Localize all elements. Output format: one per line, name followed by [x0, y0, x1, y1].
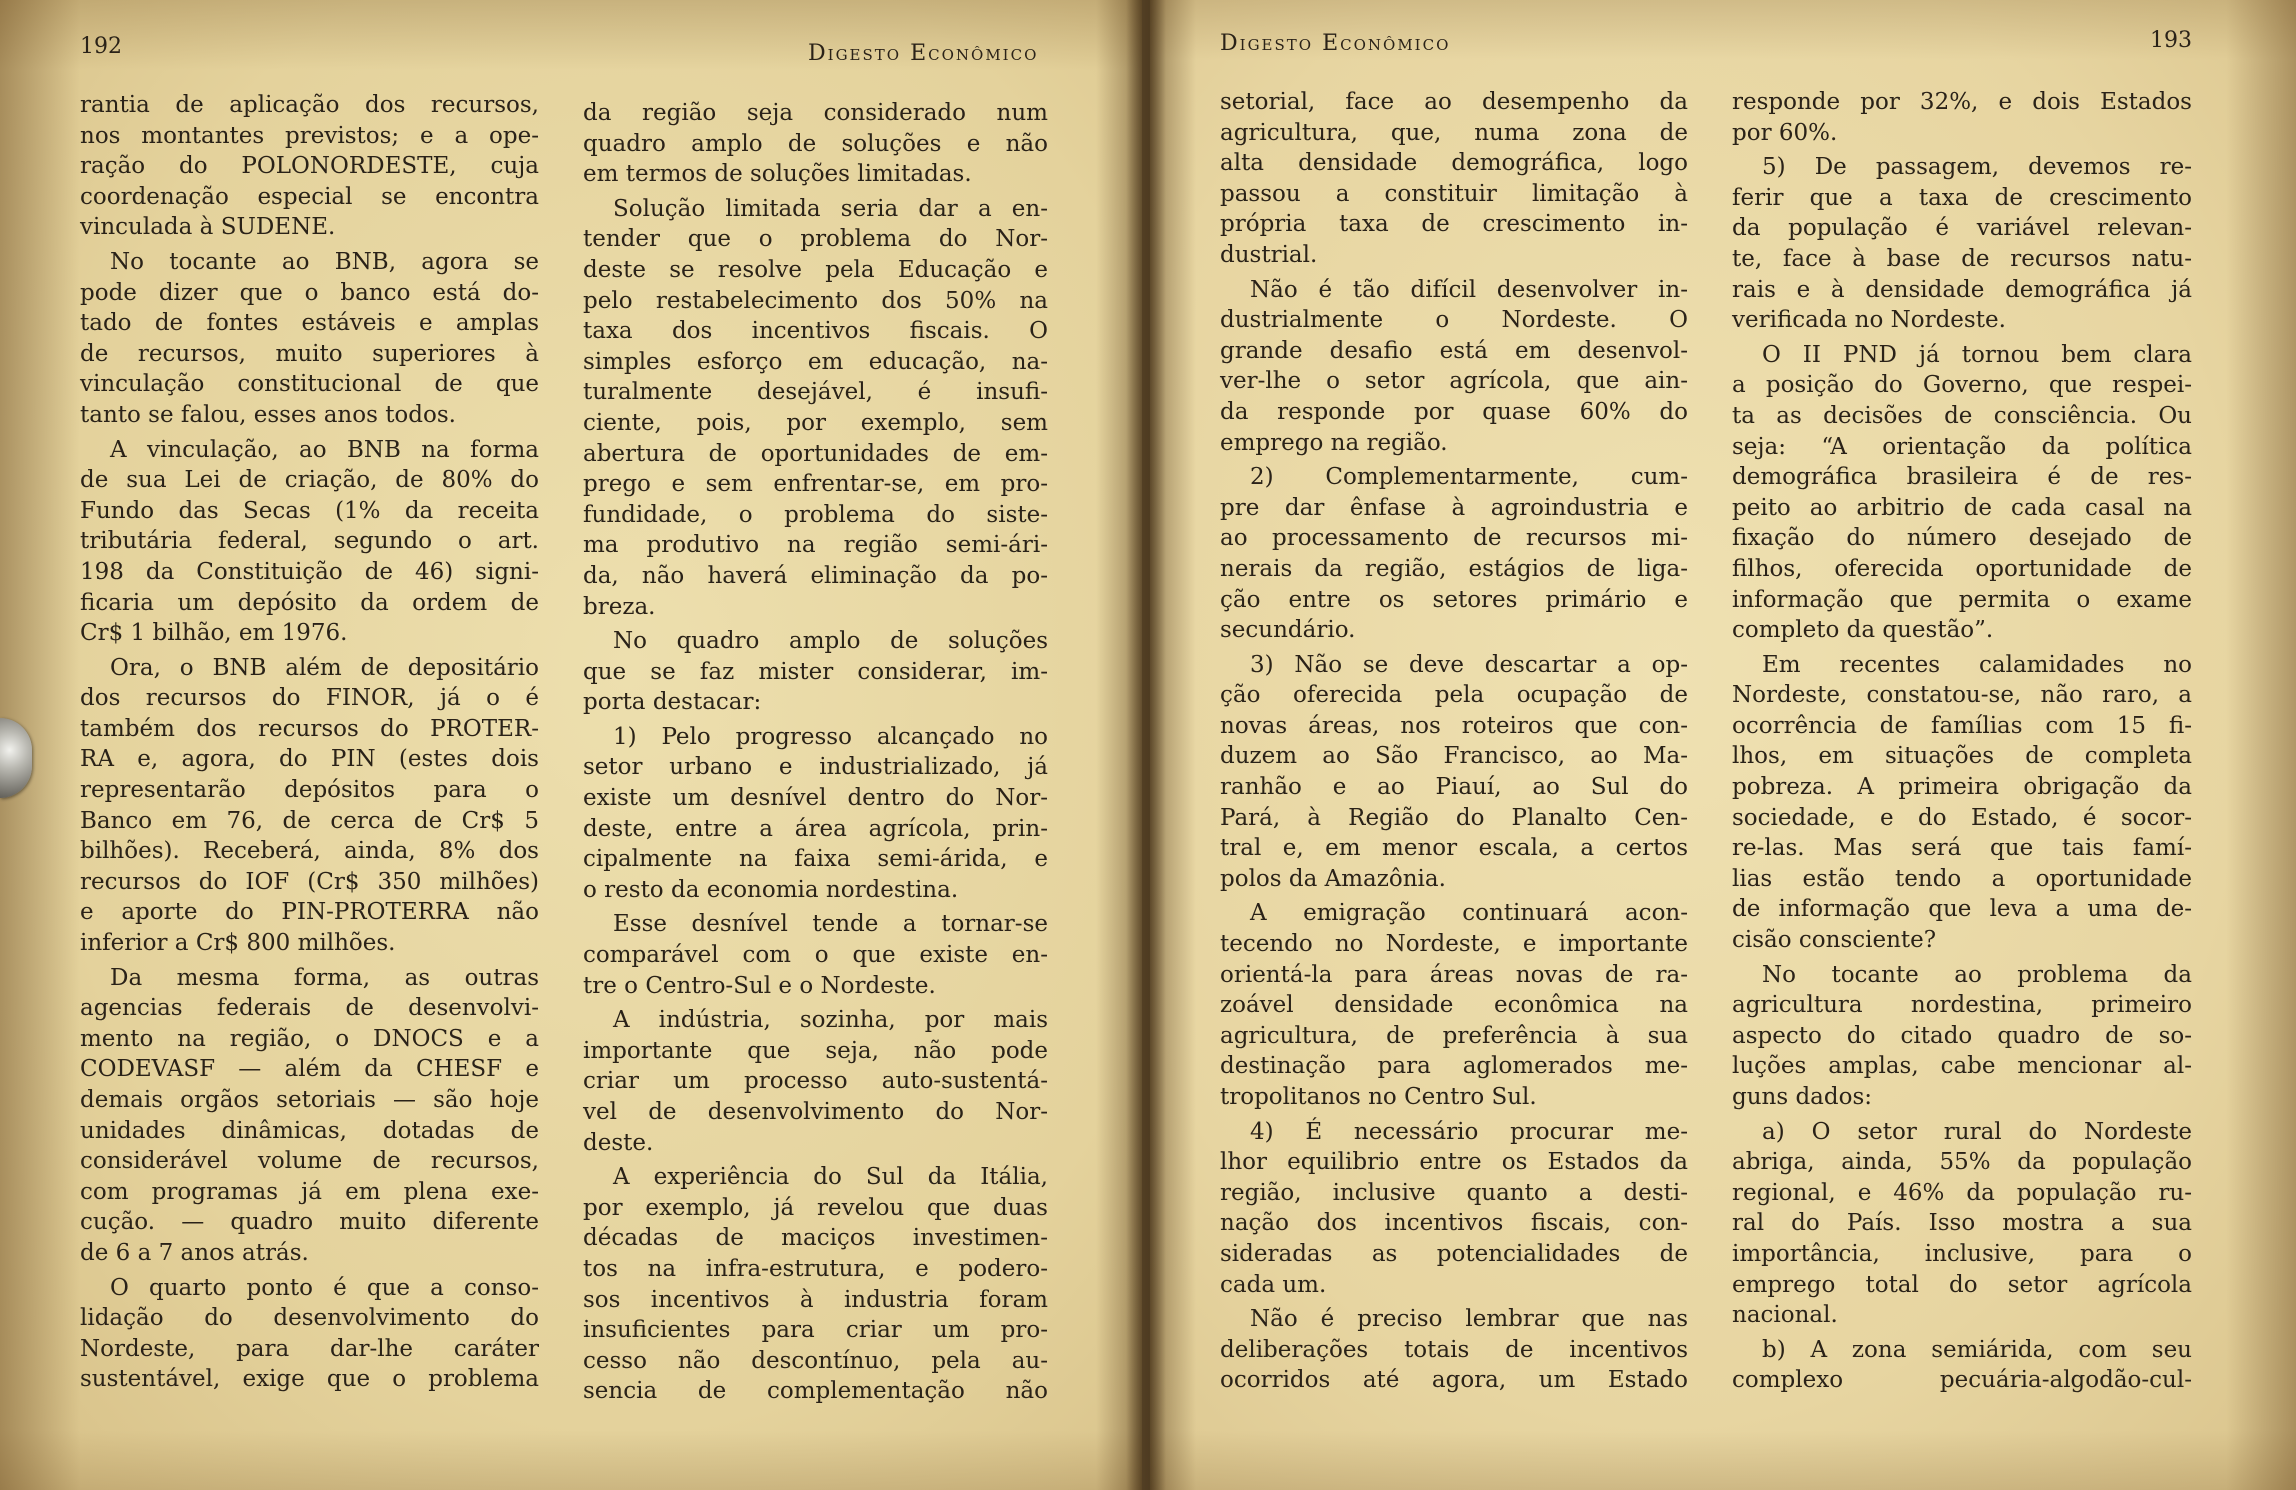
text-line: ver-lhe o setor agrícola, que ain- — [1220, 368, 1688, 395]
text-line: regional, e 46% da população ru- — [1732, 1179, 2192, 1206]
text-line: 4) É necessário procurar me- — [1250, 1118, 1688, 1145]
text-line: Nordeste, constatou-se, não raro, a — [1732, 682, 2192, 709]
text-line: breza. — [583, 593, 656, 620]
text-line: 198 da Constituição de 46) signi- — [80, 558, 539, 585]
text-line: fundidade, o problema do siste- — [583, 501, 1048, 528]
text-line: tral e, em menor escala, a certos — [1220, 835, 1688, 862]
text-line: emprego na região. — [1220, 429, 1448, 456]
text-line: pre dar ênfase à agroindustria e — [1220, 494, 1688, 521]
text-line: Não é preciso lembrar que nas — [1250, 1306, 1688, 1333]
text-line: RA e, agora, do PIN (estes dois — [80, 746, 539, 773]
text-line: a) O setor rural do Nordeste — [1762, 1118, 2192, 1145]
text-line: ficaria um depósito da ordem de — [80, 589, 539, 616]
text-line: bilhões). Receberá, ainda, 8% dos — [80, 838, 539, 865]
text-line: 5) De passagem, devemos re- — [1762, 154, 2192, 181]
text-line: ção oferecida pela ocupação de — [1220, 682, 1688, 709]
text-line: duzem ao São Francisco, ao Ma- — [1220, 743, 1688, 770]
text-line: agricultura, de preferência à sua — [1220, 1022, 1688, 1049]
text-line: A experiência do Sul da Itália, — [613, 1164, 1048, 1191]
text-line: Em recentes calamidades no — [1762, 651, 2192, 678]
text-line: 2) Complementarmente, cum- — [1250, 464, 1688, 491]
text-line: No quadro amplo de soluções — [613, 628, 1048, 655]
text-line: destinação para aglomerados me- — [1220, 1053, 1688, 1080]
text-line: de informação que leva a uma de- — [1732, 896, 2192, 923]
text-line: rais e à densidade demográfica já — [1732, 276, 2192, 303]
paragraph — [1220, 650, 1688, 895]
text-line: No tocante ao problema da — [1762, 961, 2192, 988]
text-line: peito ao arbitrio de cada casal na — [1732, 494, 2192, 521]
text-line: própria taxa de crescimento in- — [1220, 211, 1688, 238]
text-line: considerável volume de recursos, — [80, 1148, 539, 1175]
paragraph — [1732, 650, 2192, 956]
text-line: comparável com o que existe en- — [583, 942, 1048, 969]
text-line: dustrialmente o Nordeste. O — [1220, 307, 1688, 334]
paragraph — [80, 247, 539, 431]
text-line: lias estão tendo a oportunidade — [1732, 865, 2192, 892]
text-line: tropolitanos no Centro Sul. — [1220, 1084, 1537, 1110]
text-line: vinculação constitucional de que — [80, 371, 539, 398]
text-line: unidades dinâmicas, dotadas de — [80, 1117, 539, 1144]
page-left — [0, 0, 1142, 1490]
text-line: setor urbano e industrializado, já — [583, 754, 1048, 781]
paragraph — [583, 194, 1048, 622]
text-line: ferir que a taxa de crescimento — [1732, 184, 2192, 211]
text-line: de recursos, muito superiores à — [80, 340, 539, 367]
text-line: completo da questão”. — [1732, 617, 1994, 644]
book-spine — [1126, 0, 1166, 1490]
text-line: deste. — [583, 1129, 654, 1156]
text-line: Fundo das Secas (1% da receita — [80, 497, 539, 524]
text-line: inferior a Cr$ 800 milhões. — [80, 930, 396, 957]
text-line: por exemplo, já revelou que duas — [583, 1194, 1048, 1221]
text-line: cesso não descontínuo, pela au- — [583, 1347, 1048, 1374]
text-line: b) A zona semiárida, com seu — [1762, 1336, 2192, 1363]
text-line: recursos do IOF (Cr$ 350 milhões) — [80, 868, 539, 895]
text-line: ao processamento de recursos mi- — [1220, 525, 1688, 552]
text-line: polos da Amazônia. — [1220, 865, 1446, 892]
paragraph — [1732, 1117, 2192, 1331]
text-line: ciente, pois, por exemplo, sem — [583, 409, 1048, 436]
paragraph — [1220, 898, 1688, 1112]
text-line: seja: “A orientação da política — [1732, 433, 2192, 460]
paragraph — [80, 963, 539, 1269]
text-line: ocorrência de famílias com 15 fi- — [1732, 712, 2192, 739]
paragraph — [1220, 1304, 1688, 1396]
text-line: insuficientes para criar um pro- — [583, 1317, 1048, 1344]
paragraph — [80, 1273, 539, 1395]
text-line: porta destacar: — [583, 689, 762, 716]
text-line: grande desafio está em desenvol- — [1220, 337, 1688, 364]
text-line: que se faz mister considerar, im- — [583, 658, 1048, 685]
paragraph — [80, 653, 539, 959]
text-line: existe um desnível dentro do Nor- — [583, 785, 1048, 812]
text-line: de sua Lei de criação, de 80% do — [80, 467, 539, 494]
text-line: mento na região, o DNOCS e a — [80, 1025, 539, 1052]
text-line: abertura de oportunidades de em- — [583, 440, 1048, 467]
text-line: décadas de maciços investimen- — [583, 1225, 1048, 1252]
text-line: Cr$ 1 bilhão, em 1976. — [80, 620, 348, 647]
text-line: sos incentivos à industria foram — [583, 1286, 1048, 1313]
paragraph — [1732, 152, 2192, 336]
text-line: abriga, ainda, 55% da população — [1732, 1149, 2192, 1176]
text-line: ta as decisões de consciência. Ou — [1732, 402, 2192, 429]
text-line: guns dados: — [1732, 1084, 1873, 1110]
paragraph — [1732, 1335, 2192, 1396]
text-line: de 6 a 7 anos atrás. — [80, 1239, 309, 1266]
paragraph — [1220, 275, 1688, 459]
text-line: informação que permita o exame — [1732, 586, 2192, 613]
text-line: dustrial. — [1220, 241, 1318, 268]
text-column — [1732, 87, 2192, 1396]
text-line: dos recursos do FINOR, já o é — [80, 685, 539, 712]
text-line: criar um processo auto-sustentá- — [583, 1068, 1048, 1095]
text-line: vel de desenvolvimento do Nor- — [583, 1099, 1048, 1125]
text-line: quadro amplo de soluções e não — [583, 130, 1048, 157]
text-line: tecendo no Nordeste, e importante — [1220, 931, 1688, 958]
text-line: filhos, oferecida oportunidade de — [1732, 555, 2192, 582]
text-line: 1) Pelo progresso alcançado no — [613, 723, 1048, 750]
text-line: fixação do número desejado de — [1732, 525, 2192, 552]
paragraph — [1220, 462, 1688, 646]
text-line: verificada no Nordeste. — [1732, 307, 2006, 334]
text-column — [80, 90, 539, 1395]
text-line: aspecto do citado quadro de so- — [1732, 1022, 2192, 1049]
running-head: Digesto Econômico — [808, 41, 1039, 66]
text-line: Solução limitada seria dar a en- — [613, 195, 1048, 222]
text-line: tado de fontes estáveis e amplas — [80, 310, 539, 337]
text-line: por 60%. — [1732, 119, 1838, 146]
text-line: emprego total do setor agrícola — [1732, 1271, 2192, 1298]
text-line: No tocante ao BNB, agora se — [110, 248, 539, 275]
text-line: O quarto ponto é que a conso- — [110, 1274, 539, 1301]
paragraph — [1732, 340, 2192, 646]
text-line: te, face à base de recursos natu- — [1732, 245, 2192, 272]
text-line: ocorridos até agora, um Estado — [1220, 1367, 1688, 1394]
text-line: pode dizer que o banco está do- — [80, 279, 539, 306]
text-line: coordenação especial se encontra — [80, 183, 539, 210]
text-line: tributária federal, segundo o art. — [80, 528, 539, 555]
running-head: Digesto Econômico — [1220, 31, 1451, 56]
paragraph — [1220, 1117, 1688, 1301]
text-line: orientá-la para áreas novas de ra- — [1220, 961, 1688, 988]
page-number: 193 — [2150, 28, 2192, 53]
text-line: taxa dos incentivos fiscais. O — [583, 318, 1048, 345]
paragraph — [583, 98, 1048, 190]
text-line: CODEVASF — além da CHESF e — [80, 1056, 539, 1083]
paragraph — [80, 435, 539, 649]
page-right — [1150, 0, 2296, 1490]
text-line: zoável densidade econômica na — [1220, 992, 1688, 1019]
text-line: simples esforço em educação, na- — [583, 348, 1048, 375]
text-line: novas áreas, nos roteiros que con- — [1220, 712, 1688, 739]
text-line: com programas já em plena exe- — [80, 1178, 539, 1205]
paragraph — [80, 90, 539, 243]
text-line: da população é variável relevan- — [1732, 215, 2192, 242]
text-line: tos na infra-estrutura, e podero- — [583, 1255, 1048, 1282]
text-line: Não é tão difícil desenvolver in- — [1250, 276, 1688, 303]
text-line: turalmente desejável, é insufi- — [583, 379, 1048, 406]
text-line: lhor equilibrio entre os Estados da — [1220, 1149, 1688, 1176]
text-line: A indústria, sozinha, por mais — [613, 1007, 1048, 1034]
paragraph — [583, 722, 1048, 906]
text-line: nerais da região, estágios de liga- — [1220, 555, 1688, 582]
text-line: pelo restabelecimento dos 50% na — [583, 287, 1048, 314]
text-line: agencias federais de desenvolvi- — [80, 995, 539, 1022]
text-line: lidação do desenvolvimento do — [80, 1305, 539, 1332]
text-line: rantia de aplicação dos recursos, — [80, 92, 539, 118]
text-line: deste, entre a área agrícola, prin- — [583, 815, 1048, 842]
text-line: re-las. Mas será que tais famí- — [1732, 835, 2192, 862]
text-line: importante que seja, não pode — [583, 1037, 1048, 1064]
text-line: Da mesma forma, as outras — [110, 964, 539, 991]
paragraph — [1732, 87, 2192, 148]
text-line: luções amplas, cabe mencionar al- — [1732, 1053, 2192, 1080]
page-number: 192 — [80, 34, 122, 59]
text-line: tender que o problema do Nor- — [583, 226, 1048, 253]
text-line: o resto da economia nordestina. — [583, 876, 959, 903]
text-column — [1220, 87, 1688, 1396]
text-line: cução. — quadro muito diferente — [80, 1209, 539, 1236]
text-line: demais orgãos setoriais — são hoje — [80, 1087, 539, 1113]
binding-rivet — [0, 718, 32, 798]
text-line: ração do POLONORDESTE, cuja — [80, 153, 539, 180]
paragraph — [583, 909, 1048, 1001]
text-line: da responde por quase 60% do — [1220, 398, 1688, 425]
text-line: deste se resolve pela Educação e — [583, 256, 1048, 283]
text-line: nação dos incentivos fiscais, con- — [1220, 1210, 1688, 1237]
text-column — [583, 98, 1048, 1407]
text-line: Nordeste, para dar-lhe caráter — [80, 1335, 539, 1362]
text-line: a posição do Governo, que respei- — [1732, 372, 2192, 399]
text-line: pobreza. A primeira obrigação da — [1732, 774, 2192, 801]
text-line: passou a constituir limitação à — [1220, 180, 1688, 207]
text-line: da, não haverá eliminação da po- — [583, 562, 1048, 589]
text-line: Pará, à Região do Planalto Cen- — [1220, 804, 1688, 831]
text-line: ção entre os setores primário e — [1220, 586, 1688, 613]
text-line: ma produtivo na região semi-ári- — [583, 532, 1048, 559]
text-line: nacional. — [1732, 1302, 1838, 1329]
paragraph — [1220, 87, 1688, 271]
text-line: A emigração continuará acon- — [1250, 900, 1688, 927]
text-line: da região seja considerado num — [583, 100, 1048, 126]
text-line: tanto se falou, esses anos todos. — [80, 401, 456, 428]
text-line: ral do País. Isso mostra a sua — [1732, 1210, 2192, 1237]
text-line: e aporte do PIN-PROTERRA não — [80, 899, 539, 926]
text-line: sideradas as potencialidades de — [1220, 1240, 1688, 1267]
text-line: agricultura nordestina, primeiro — [1732, 992, 2192, 1019]
text-line: Ora, o BNB além de depositário — [110, 654, 539, 681]
text-line: também dos recursos do PROTER- — [80, 715, 539, 742]
text-line: tre o Centro-Sul e o Nordeste. — [583, 972, 936, 999]
text-line: cipalmente na faixa semi-árida, e — [583, 846, 1048, 873]
text-line: responde por 32%, e dois Estados — [1732, 89, 2192, 115]
text-line: agricultura, que, numa zona de — [1220, 119, 1688, 146]
text-line: alta densidade demográfica, logo — [1220, 150, 1688, 177]
paragraph — [583, 1005, 1048, 1158]
text-line: nos montantes previstos; e a ope- — [80, 122, 539, 149]
text-line: vinculada à SUDENE. — [80, 214, 336, 241]
text-line: setorial, face ao desempenho da — [1220, 89, 1688, 115]
text-line: cada um. — [1220, 1271, 1327, 1298]
text-line: demográfica brasileira é de res- — [1732, 464, 2192, 491]
text-line: Banco em 76, de cerca de Cr$ 5 — [80, 807, 539, 834]
text-line: região, inclusive quanto a desti- — [1220, 1179, 1688, 1206]
text-line: sociedade, e do Estado, é socor- — [1732, 804, 2192, 831]
text-line: 3) Não se deve descartar a op- — [1250, 651, 1688, 678]
text-line: lhos, em situações de completa — [1732, 743, 2192, 770]
paragraph — [583, 626, 1048, 718]
text-line: O II PND já tornou bem clara — [1762, 341, 2192, 368]
paragraph — [1732, 960, 2192, 1113]
text-line: sencia de complementação não — [583, 1378, 1048, 1405]
text-line: prego e sem enfrentar-se, em pro- — [583, 471, 1048, 498]
text-line: secundário. — [1220, 617, 1356, 644]
paragraph — [583, 1162, 1048, 1407]
text-line: importância, inclusive, para o — [1732, 1240, 2192, 1267]
text-line: cisão consciente? — [1732, 927, 1937, 954]
text-line: ranhão e ao Piauí, ao Sul do — [1220, 774, 1688, 801]
text-line: em termos de soluções limitadas. — [583, 161, 972, 188]
text-line: Esse desnível tende a tornar-se — [613, 911, 1048, 938]
text-line: representarão depósitos para o — [80, 777, 539, 804]
text-line: sustentável, exige que o problema — [80, 1366, 539, 1393]
text-line: A vinculação, ao BNB na forma — [110, 436, 539, 463]
text-line: complexo pecuária-algodão-cul- — [1732, 1367, 2192, 1394]
text-line: deliberações totais de incentivos — [1220, 1336, 1688, 1363]
